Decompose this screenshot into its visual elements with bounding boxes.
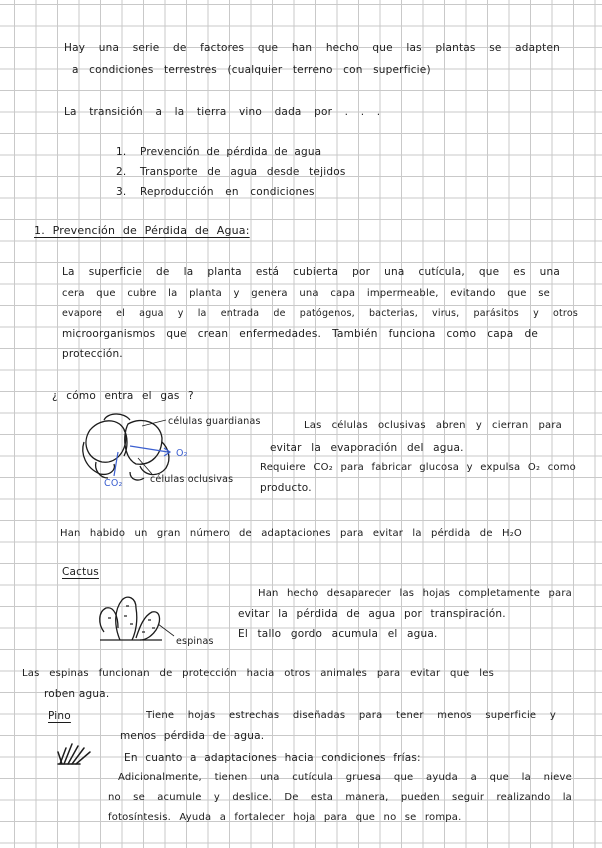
epidermal-cell — [83, 442, 115, 474]
paragraph-line: evapore el agua y la entrada de patógenos, bacterias, virus, parásitos y otros — [62, 308, 578, 319]
epidermal-cell — [130, 472, 144, 480]
cactus-drawing — [96, 592, 176, 644]
intro-line-2: a condiciones terrestres (cualquier terreno con superficie) — [72, 64, 431, 76]
pine-needles-drawing — [56, 742, 98, 766]
cactus-pad — [136, 612, 159, 640]
pino-heading: Pino — [48, 710, 71, 722]
label-leader — [158, 624, 174, 636]
cold-line: Adicionalmente, tienen una cutícula gruesa que ayuda a que la nieve — [118, 772, 572, 783]
cactus-pad — [116, 597, 137, 640]
intro-line-1: Hay una serie de factores que han hecho que las plantas se adapten — [64, 42, 560, 54]
list-number: 2. — [116, 166, 127, 178]
guard-cells-label: células guardianas — [168, 416, 261, 427]
cold-line: no se acumule y deslice. De esta manera, pueden seguir realizando la — [108, 792, 572, 803]
cold-line: En cuanto a adaptaciones hacia condiciones frías: — [124, 752, 421, 764]
pino-desc-line: Tiene hojas estrechas diseñadas para tener menos superficie y — [146, 710, 556, 721]
spines-text-line: Las espinas funcionan de protección hacia otros animales para evitar que les — [22, 668, 494, 679]
paragraph-line: cera que cubre la planta y genera una capa impermeable, evitando que se — [62, 288, 550, 299]
list-number: 3. — [116, 186, 127, 198]
paragraph-line: La superficie de la planta está cubierta por una cutícula, que es una — [62, 266, 560, 278]
guard-cell-left — [86, 421, 126, 462]
pino-desc-line: menos pérdida de agua. — [120, 730, 265, 742]
epidermal-cell — [104, 414, 130, 420]
co2-label: CO₂ — [104, 478, 123, 489]
spines-text-line: roben agua. — [44, 688, 110, 700]
o2-arrow — [130, 446, 168, 452]
paragraph-line: protección. — [62, 348, 123, 360]
section-heading: 1. Prevención de Pérdida de Agua: — [34, 224, 250, 237]
cold-line: fotosíntesis. Ayuda a fortalecer hoja para que no se rompa. — [108, 812, 462, 823]
cactus-desc-line: El tallo gordo acumula el agua. — [238, 628, 438, 640]
gas-desc-line: Requiere CO₂ para fabricar glucosa y expulsa O₂ como — [260, 462, 576, 473]
adaptations-text: Han habido un gran número de adaptaciones para evitar la pérdida de H₂O — [60, 528, 522, 539]
list-number: 1. — [116, 146, 127, 158]
paragraph-line: microorganismos que crean enfermedades. También funciona como capa de — [62, 328, 538, 340]
list-item: Reproducción en condiciones — [140, 186, 315, 198]
cactus-heading: Cactus — [62, 566, 99, 578]
list-item: Prevención de pérdida de agua — [140, 146, 322, 158]
gas-desc-line: producto. — [260, 482, 312, 494]
cactus-desc-line: Han hecho desaparecer las hojas completamente para — [258, 588, 572, 599]
transition-text: La transición a la tierra vino dada por . . . — [64, 106, 381, 118]
o2-label: O₂ — [176, 448, 188, 459]
cactus-desc-line: evitar la pérdida de agua por transpiración. — [238, 608, 506, 620]
gas-desc-line: evitar la evaporación del agua. — [270, 442, 464, 454]
gas-question: ¿ cómo entra el gas ? — [52, 390, 194, 402]
epidermal-cell — [96, 462, 108, 478]
gas-desc-line: Las células oclusivas abren y cierran para — [304, 420, 562, 431]
guard-cell-right — [125, 420, 162, 464]
occlusive-cells-label: células oclusivas — [150, 474, 234, 485]
spines-label: espinas — [176, 636, 214, 647]
list-item: Transporte de agua desde tejidos — [140, 166, 346, 178]
